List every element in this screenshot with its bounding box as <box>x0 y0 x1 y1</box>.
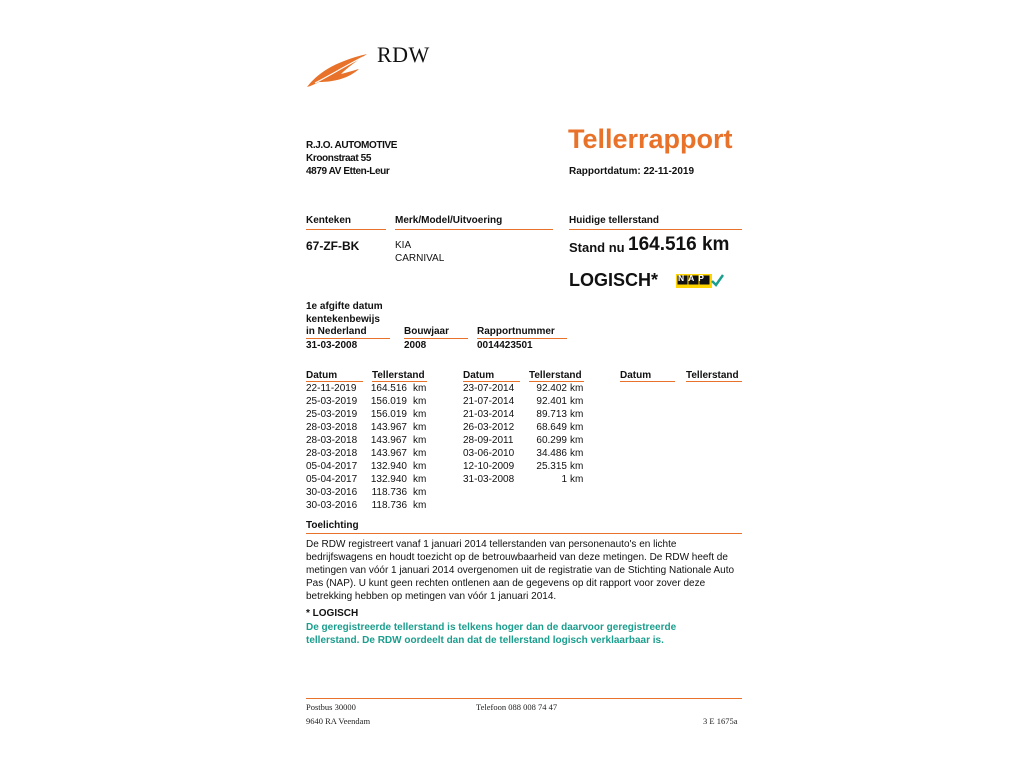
bouwjaar-value: 2008 <box>404 340 427 351</box>
reading-value: 143.967 <box>370 435 407 446</box>
reading-date: 25-03-2019 <box>306 396 358 407</box>
explanation-line-2: bedrijfswagens en houdt toezicht op de betrouwbaarheid van deze metingen. De RDW heeft de <box>306 552 728 563</box>
col3-value-header: Tellerstand <box>686 370 739 381</box>
col1-date-header: Datum <box>306 370 338 381</box>
footer-postbus: Postbus 30000 <box>306 702 356 712</box>
first-reg-label-3: in Nederland <box>306 326 367 337</box>
reading-value: 132.940 <box>370 461 407 472</box>
reading-value: 164.516 <box>370 383 407 394</box>
toelichting-heading: Toelichting <box>306 520 359 531</box>
huidige-rule <box>569 229 742 230</box>
col2-value-rule <box>529 381 584 382</box>
reading-date: 31-03-2008 <box>463 474 515 485</box>
rapport-value: 0014423501 <box>477 340 533 351</box>
nap-badge-text: NAP <box>678 273 708 283</box>
reading-date: 23-07-2014 <box>463 383 515 394</box>
reading-value: 143.967 <box>370 422 407 433</box>
reading-value: 132.940 <box>370 474 407 485</box>
logisch-line-2: tellerstand. De RDW oordeelt dan dat de tellerstand logisch verklaarbaar is. <box>306 635 664 646</box>
reading-value: 34.486 <box>536 448 567 459</box>
report-date: Rapportdatum: 22-11-2019 <box>569 166 695 177</box>
reading-unit: km <box>413 396 427 407</box>
col2-value-header: Tellerstand <box>529 370 582 381</box>
footer-phone: Telefoon 088 008 74 47 <box>476 702 558 712</box>
col1-value-header: Tellerstand <box>372 370 425 381</box>
reading-unit: km <box>413 409 427 420</box>
reading-unit: km <box>413 500 427 511</box>
reading-date: 21-03-2014 <box>463 409 515 420</box>
report-title: Tellerrapport <box>568 124 733 154</box>
reading-unit: km <box>570 422 584 433</box>
reading-date: 03-06-2010 <box>463 448 515 459</box>
reading-date: 30-03-2016 <box>306 487 358 498</box>
reading-unit: km <box>570 474 584 485</box>
reading-value: 143.967 <box>370 448 407 459</box>
first-reg-rule <box>306 338 390 339</box>
reading-unit: km <box>570 448 584 459</box>
logisch-line-1: De geregistreerde tellerstand is telkens hoger dan de daarvoor geregistreerde <box>306 622 677 633</box>
company-name: R.J.O. AUTOMOTIVE <box>306 140 397 151</box>
reading-unit: km <box>570 396 584 407</box>
reading-date: 22-11-2019 <box>306 383 357 394</box>
reading-value: 68.649 <box>536 422 567 433</box>
explanation-line-1: De RDW registreert vanaf 1 januari 2014 tellerstanden van personenauto's en lichte <box>306 539 677 550</box>
merk-label: Merk/Model/Uitvoering <box>395 215 503 226</box>
reading-unit: km <box>413 448 427 459</box>
reading-date: 25-03-2019 <box>306 409 358 420</box>
col3-date-rule <box>620 381 675 382</box>
reading-unit: km <box>413 461 427 472</box>
reading-date: 28-03-2018 <box>306 422 358 433</box>
logisch-heading: * LOGISCH <box>306 608 359 619</box>
reading-value: 118.736 <box>371 500 407 511</box>
col3-date-header: Datum <box>620 370 652 381</box>
reading-unit: km <box>570 383 584 394</box>
col1-value-rule <box>372 381 427 382</box>
verdict-label: LOGISCH* <box>569 270 659 290</box>
footer-city: 9640 RA Veendam <box>306 716 371 726</box>
col2-date-header: Datum <box>463 370 495 381</box>
rdw-logo-icon <box>305 52 369 90</box>
reading-date: 21-07-2014 <box>463 396 515 407</box>
stand-label: Stand nu <box>569 240 625 255</box>
first-reg-label-1: 1e afgifte datum <box>306 301 383 312</box>
reading-date: 28-09-2011 <box>463 435 514 446</box>
reading-unit: km <box>413 383 427 394</box>
bouwjaar-label: Bouwjaar <box>404 326 450 337</box>
reading-value: 60.299 <box>536 435 567 446</box>
reading-date: 30-03-2016 <box>306 500 358 511</box>
reading-date: 05-04-2017 <box>306 461 358 472</box>
merk-value: KIA <box>395 240 412 251</box>
col1-date-rule <box>306 381 363 382</box>
reading-unit: km <box>413 487 427 498</box>
explanation-line-4: Pas (NAP). U kunt geen rechten ontlenen aan de gegevens op dit rapport voor zover deze <box>306 578 706 589</box>
company-street: Kroonstraat 55 <box>306 153 371 164</box>
reading-value: 92.402 <box>536 383 567 394</box>
kenteken-rule <box>306 229 386 230</box>
footer-code: 3 E 1675a <box>703 716 738 726</box>
col3-value-rule <box>686 381 742 382</box>
reading-unit: km <box>413 474 427 485</box>
reading-value: 89.713 <box>536 409 567 420</box>
reading-date: 12-10-2009 <box>463 461 515 472</box>
reading-unit: km <box>570 435 584 446</box>
reading-date: 28-03-2018 <box>306 435 358 446</box>
kenteken-value: 67-ZF-BK <box>306 239 360 253</box>
kenteken-label: Kenteken <box>306 215 352 226</box>
reading-unit: km <box>413 422 427 433</box>
merk-rule <box>395 229 553 230</box>
reading-value: 156.019 <box>370 396 407 407</box>
bouwjaar-rule <box>404 338 468 339</box>
rapport-label: Rapportnummer <box>477 326 555 337</box>
toelichting-rule <box>306 533 742 534</box>
col2-date-rule <box>463 381 520 382</box>
reading-value: 1 <box>561 474 567 485</box>
huidige-label: Huidige tellerstand <box>569 215 660 226</box>
reading-date: 28-03-2018 <box>306 448 358 459</box>
reading-unit: km <box>570 461 584 472</box>
reading-unit: km <box>570 409 584 420</box>
explanation-line-5: betrekking hebben op metingen van vóór 1 januari 2014. <box>306 591 557 602</box>
reading-date: 26-03-2012 <box>463 422 515 433</box>
rapport-rule <box>477 338 567 339</box>
stand-value: 164.516 km <box>628 234 730 255</box>
footer-rule <box>306 698 742 699</box>
first-reg-value: 31-03-2008 <box>306 340 358 351</box>
reading-unit: km <box>413 435 427 446</box>
first-reg-label-2: kentekenbewijs <box>306 314 380 325</box>
company-city: 4879 AV Etten-Leur <box>306 166 390 177</box>
reading-value: 25.315 <box>536 461 567 472</box>
reading-value: 156.019 <box>370 409 407 420</box>
reading-value: 92.401 <box>536 396 567 407</box>
explanation-line-3: metingen van vóór 1 januari 2014 overgenomen uit de registratie van de Stichting Nationale Auto <box>306 565 735 576</box>
model-value: CARNIVAL <box>395 253 445 264</box>
reading-date: 05-04-2017 <box>306 474 358 485</box>
reading-value: 118.736 <box>371 487 407 498</box>
rdw-logo-text: RDW <box>377 42 430 67</box>
